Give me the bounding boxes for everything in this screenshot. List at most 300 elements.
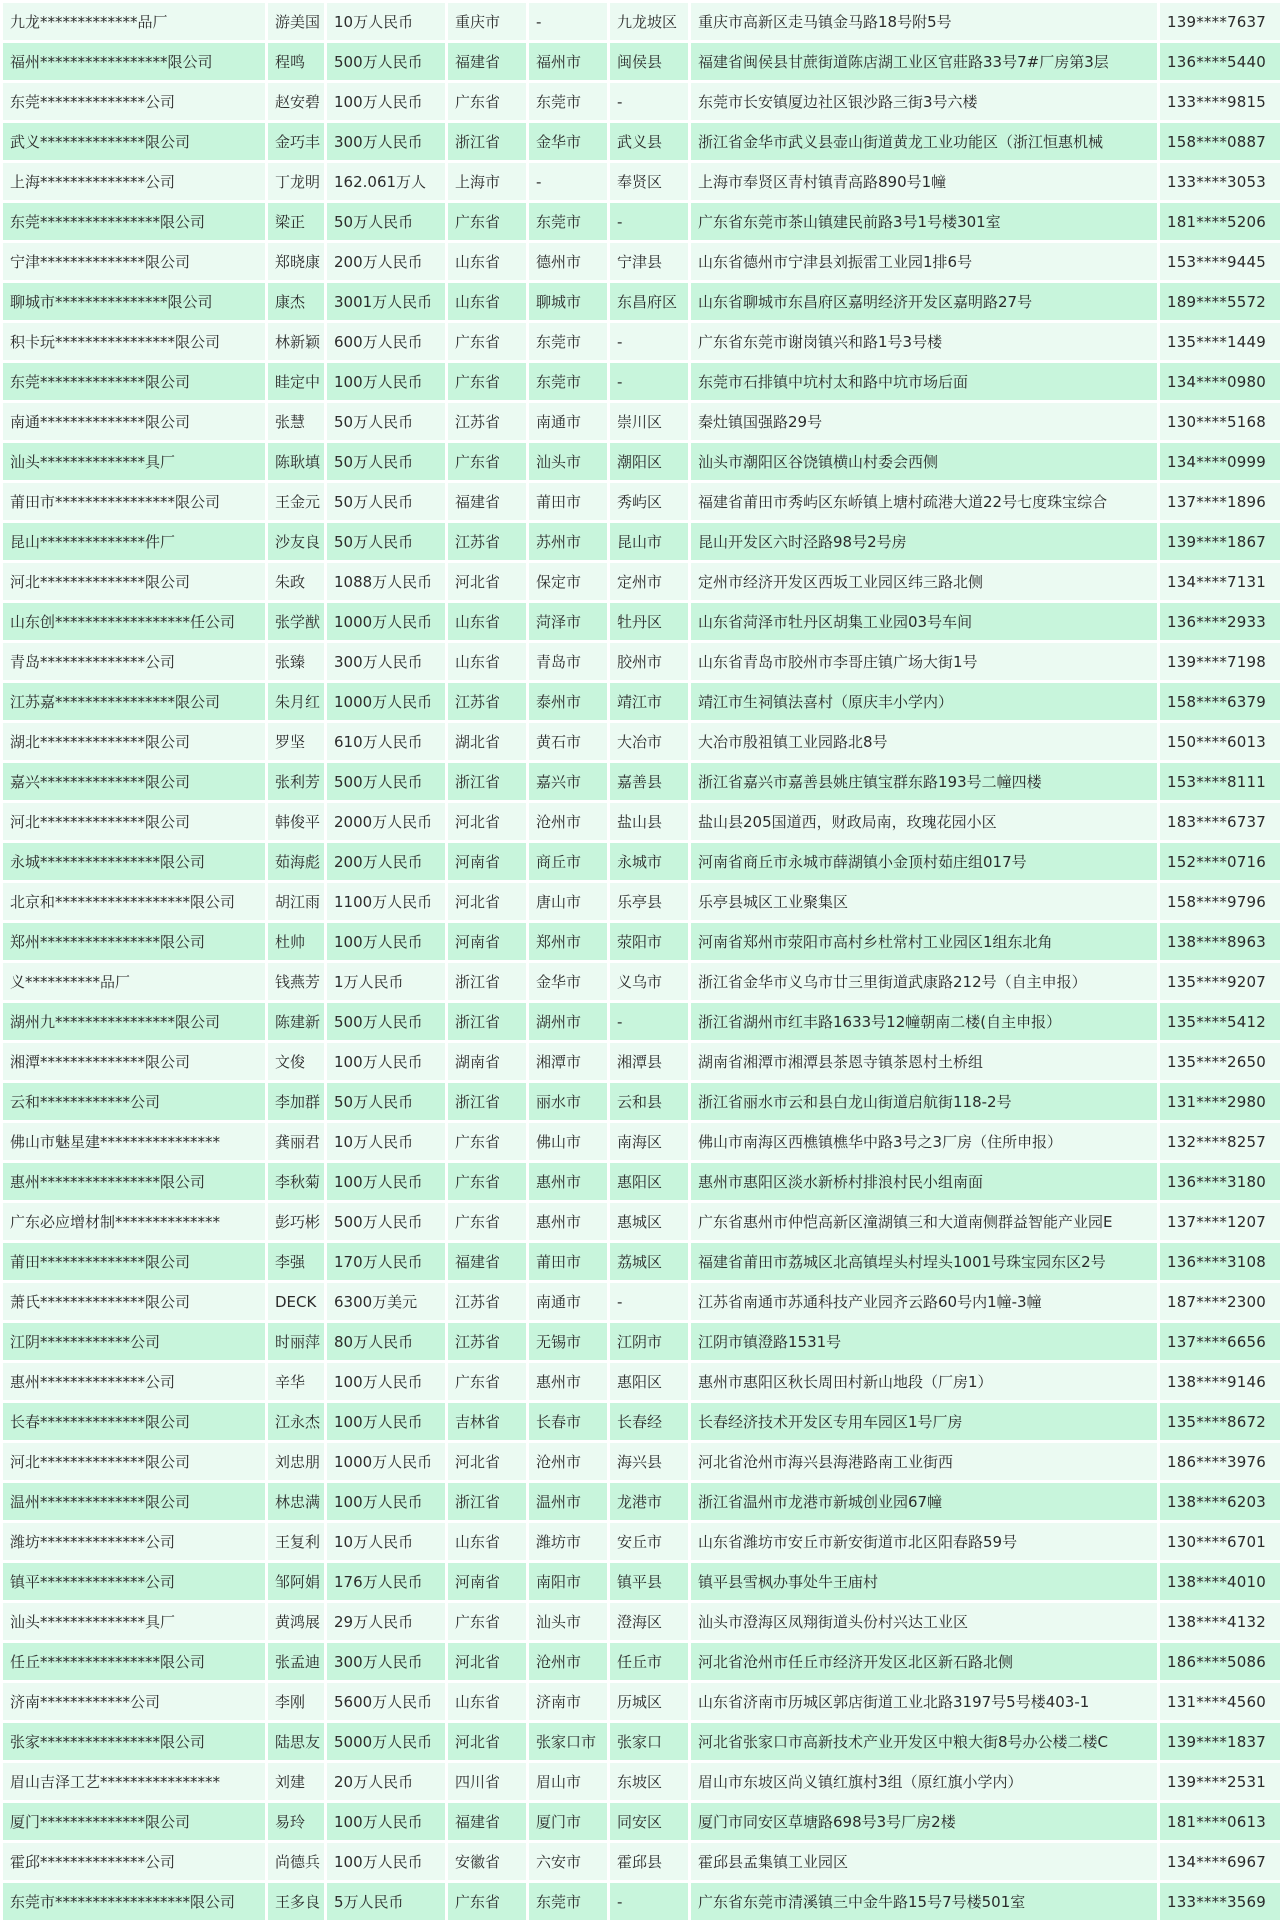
- table-row: [3, 1443, 1280, 1480]
- address-cell: 山东省潍坊市安丘市新安街道市北区阳春路59号: [691, 1523, 1157, 1560]
- phone-cell: 136****3180: [1160, 1163, 1280, 1200]
- registered-capital-cell: 1000万人民币: [327, 683, 445, 720]
- legal-person-cell: 邹阿娟: [268, 1563, 324, 1600]
- registered-capital-cell: 5600万人民币: [327, 1683, 445, 1720]
- district-cell: 荥阳市: [610, 923, 688, 960]
- registered-capital-cell: 600万人民币: [327, 323, 445, 360]
- legal-person-cell: 赵安碧: [268, 83, 324, 120]
- phone-cell: 131****4560: [1160, 1683, 1280, 1720]
- district-cell: 云和县: [610, 1083, 688, 1120]
- city-cell: 东莞市: [529, 83, 607, 120]
- city-cell: 惠州市: [529, 1163, 607, 1200]
- province-cell: 浙江省: [448, 1083, 526, 1120]
- table-row: [3, 1843, 1280, 1880]
- address-cell: 浙江省嘉兴市嘉善县姚庄镇宝群东路193号二幢四楼: [691, 763, 1157, 800]
- table-row: [3, 483, 1280, 520]
- phone-cell: 138****9146: [1160, 1363, 1280, 1400]
- province-cell: 广东省: [448, 323, 526, 360]
- table-row: [3, 1683, 1280, 1720]
- company-name-cell: 福州*****************限公司: [3, 43, 265, 80]
- city-cell: 长春市: [529, 1403, 607, 1440]
- province-cell: 湖北省: [448, 723, 526, 760]
- address-cell: 靖江市生祠镇法喜村（原庆丰小学内）: [691, 683, 1157, 720]
- company-name-cell: 河北**************限公司: [3, 1443, 265, 1480]
- city-cell: 南通市: [529, 403, 607, 440]
- address-cell: 汕头市潮阳区谷饶镇横山村委会西侧: [691, 443, 1157, 480]
- legal-person-cell: 陈建新: [268, 1003, 324, 1040]
- city-cell: 汕头市: [529, 443, 607, 480]
- table-row: [3, 723, 1280, 760]
- table-row: [3, 43, 1280, 80]
- address-cell: 湖南省湘潭市湘潭县茶恩寺镇茶恩村土桥组: [691, 1043, 1157, 1080]
- address-cell: 福建省闽侯县甘蔗街道陈店湖工业区官莊路33号7#厂房第3层: [691, 43, 1157, 80]
- table-row: [3, 363, 1280, 400]
- province-cell: 广东省: [448, 1883, 526, 1920]
- registered-capital-cell: 176万人民币: [327, 1563, 445, 1600]
- company-name-cell: 汕头**************具厂: [3, 1603, 265, 1640]
- district-cell: 永城市: [610, 843, 688, 880]
- province-cell: 山东省: [448, 283, 526, 320]
- registered-capital-cell: 100万人民币: [327, 1403, 445, 1440]
- province-cell: 河南省: [448, 1563, 526, 1600]
- district-cell: 龙港市: [610, 1483, 688, 1520]
- address-cell: 山东省菏泽市牡丹区胡集工业园03号车间: [691, 603, 1157, 640]
- phone-cell: 136****3108: [1160, 1243, 1280, 1280]
- phone-cell: 181****0613: [1160, 1803, 1280, 1840]
- district-cell: -: [610, 83, 688, 120]
- address-cell: 昆山开发区六时泾路98号2号房: [691, 523, 1157, 560]
- city-cell: 东莞市: [529, 203, 607, 240]
- company-name-cell: 青岛**************公司: [3, 643, 265, 680]
- company-name-cell: 上海**************公司: [3, 163, 265, 200]
- province-cell: 广东省: [448, 203, 526, 240]
- company-name-cell: 宁津**************限公司: [3, 243, 265, 280]
- city-cell: 南阳市: [529, 1563, 607, 1600]
- address-cell: 重庆市高新区走马镇金马路18号附5号: [691, 3, 1157, 40]
- phone-cell: 139****7637: [1160, 3, 1280, 40]
- company-name-cell: 南通**************限公司: [3, 403, 265, 440]
- table-row: [3, 1123, 1280, 1160]
- address-cell: 河北省沧州市任丘市经济开发区北区新石路北侧: [691, 1643, 1157, 1680]
- table-row: [3, 283, 1280, 320]
- table-row: [3, 643, 1280, 680]
- province-cell: 河北省: [448, 1443, 526, 1480]
- phone-cell: 187****2300: [1160, 1283, 1280, 1320]
- district-cell: 任丘市: [610, 1643, 688, 1680]
- district-cell: 宁津县: [610, 243, 688, 280]
- phone-cell: 137****1896: [1160, 483, 1280, 520]
- table-row: [3, 803, 1280, 840]
- address-cell: 盐山县205国道西，财政局南，玫瑰花园小区: [691, 803, 1157, 840]
- district-cell: 江阴市: [610, 1323, 688, 1360]
- table-row: [3, 1083, 1280, 1120]
- district-cell: 九龙坡区: [610, 3, 688, 40]
- phone-cell: 130****5168: [1160, 403, 1280, 440]
- phone-cell: 135****8672: [1160, 1403, 1280, 1440]
- address-cell: 镇平县雪枫办事处牛王庙村: [691, 1563, 1157, 1600]
- city-cell: 眉山市: [529, 1763, 607, 1800]
- district-cell: -: [610, 323, 688, 360]
- legal-person-cell: 时丽萍: [268, 1323, 324, 1360]
- city-cell: 沧州市: [529, 1443, 607, 1480]
- legal-person-cell: 游美国: [268, 3, 324, 40]
- registered-capital-cell: 100万人民币: [327, 363, 445, 400]
- registered-capital-cell: 50万人民币: [327, 443, 445, 480]
- registered-capital-cell: 50万人民币: [327, 1083, 445, 1120]
- company-name-cell: 温州**************限公司: [3, 1483, 265, 1520]
- district-cell: 南海区: [610, 1123, 688, 1160]
- registered-capital-cell: 162.061万人: [327, 163, 445, 200]
- registered-capital-cell: 50万人民币: [327, 403, 445, 440]
- legal-person-cell: 张慧: [268, 403, 324, 440]
- district-cell: 东坡区: [610, 1763, 688, 1800]
- city-cell: 沧州市: [529, 803, 607, 840]
- province-cell: 江苏省: [448, 403, 526, 440]
- province-cell: 广东省: [448, 1163, 526, 1200]
- phone-cell: 138****6203: [1160, 1483, 1280, 1520]
- city-cell: 莆田市: [529, 1243, 607, 1280]
- province-cell: 安徽省: [448, 1843, 526, 1880]
- company-name-cell: 眉山吉泽工艺****************: [3, 1763, 265, 1800]
- table-row: [3, 1163, 1280, 1200]
- company-name-cell: 聊城市***************限公司: [3, 283, 265, 320]
- city-cell: 沧州市: [529, 1643, 607, 1680]
- district-cell: 奉贤区: [610, 163, 688, 200]
- table-row: [3, 683, 1280, 720]
- company-name-cell: 江阴************公司: [3, 1323, 265, 1360]
- table-row: [3, 1643, 1280, 1680]
- district-cell: 盐山县: [610, 803, 688, 840]
- city-cell: 德州市: [529, 243, 607, 280]
- legal-person-cell: 李强: [268, 1243, 324, 1280]
- province-cell: 浙江省: [448, 1003, 526, 1040]
- legal-person-cell: 朱政: [268, 563, 324, 600]
- city-cell: 无锡市: [529, 1323, 607, 1360]
- registered-capital-cell: 200万人民币: [327, 243, 445, 280]
- table-row: [3, 163, 1280, 200]
- address-cell: 浙江省金华市义乌市廿三里街道武康路212号（自主申报）: [691, 963, 1157, 1000]
- legal-person-cell: 李加群: [268, 1083, 324, 1120]
- legal-person-cell: 康杰: [268, 283, 324, 320]
- district-cell: 历城区: [610, 1683, 688, 1720]
- city-cell: 张家口市: [529, 1723, 607, 1760]
- legal-person-cell: 朱月红: [268, 683, 324, 720]
- district-cell: 惠阳区: [610, 1163, 688, 1200]
- city-cell: 福州市: [529, 43, 607, 80]
- province-cell: 浙江省: [448, 1483, 526, 1520]
- table-row: [3, 1563, 1280, 1600]
- city-cell: 丽水市: [529, 1083, 607, 1120]
- address-cell: 眉山市东坡区尚义镇红旗村3组（原红旗小学内）: [691, 1763, 1157, 1800]
- table-row: [3, 243, 1280, 280]
- city-cell: 惠州市: [529, 1363, 607, 1400]
- city-cell: -: [529, 163, 607, 200]
- legal-person-cell: 李秋菊: [268, 1163, 324, 1200]
- table-row: [3, 3, 1280, 40]
- legal-person-cell: 王复利: [268, 1523, 324, 1560]
- legal-person-cell: 杜帅: [268, 923, 324, 960]
- phone-cell: 153****9445: [1160, 243, 1280, 280]
- province-cell: 河北省: [448, 803, 526, 840]
- table-row: [3, 1883, 1280, 1920]
- phone-cell: 186****5086: [1160, 1643, 1280, 1680]
- table-row: [3, 923, 1280, 960]
- legal-person-cell: 张利芳: [268, 763, 324, 800]
- company-name-cell: 东莞**************公司: [3, 83, 265, 120]
- company-name-cell: 昆山**************件厂: [3, 523, 265, 560]
- city-cell: 南通市: [529, 1283, 607, 1320]
- phone-cell: 133****3569: [1160, 1883, 1280, 1920]
- province-cell: 福建省: [448, 43, 526, 80]
- district-cell: 湘潭县: [610, 1043, 688, 1080]
- district-cell: 长春经: [610, 1403, 688, 1440]
- district-cell: 海兴县: [610, 1443, 688, 1480]
- address-cell: 佛山市南海区西樵镇樵华中路3号之3厂房（住所申报）: [691, 1123, 1157, 1160]
- province-cell: 上海市: [448, 163, 526, 200]
- district-cell: 崇川区: [610, 403, 688, 440]
- address-cell: 河南省郑州市荥阳市高村乡杜常村工业园区1组东北角: [691, 923, 1157, 960]
- table-row: [3, 323, 1280, 360]
- city-cell: 金华市: [529, 123, 607, 160]
- city-cell: 聊城市: [529, 283, 607, 320]
- table-row: [3, 1803, 1280, 1840]
- address-cell: 江苏省南通市苏通科技产业园齐云路60号内1幢-3幢: [691, 1283, 1157, 1320]
- company-name-cell: 山东创******************任公司: [3, 603, 265, 640]
- province-cell: 广东省: [448, 1123, 526, 1160]
- company-name-cell: 任丘****************限公司: [3, 1643, 265, 1680]
- company-name-cell: 积卡玩****************限公司: [3, 323, 265, 360]
- phone-cell: 134****0980: [1160, 363, 1280, 400]
- company-name-cell: 云和************公司: [3, 1083, 265, 1120]
- company-name-cell: 佛山市魅星建****************: [3, 1123, 265, 1160]
- address-cell: 上海市奉贤区青村镇青高路890号1幢: [691, 163, 1157, 200]
- table-row: [3, 603, 1280, 640]
- district-cell: 惠城区: [610, 1203, 688, 1240]
- province-cell: 河南省: [448, 923, 526, 960]
- registered-capital-cell: 100万人民币: [327, 1363, 445, 1400]
- city-cell: 青岛市: [529, 643, 607, 680]
- table-row: [3, 1003, 1280, 1040]
- legal-person-cell: 辛华: [268, 1363, 324, 1400]
- district-cell: 同安区: [610, 1803, 688, 1840]
- address-cell: 山东省聊城市东昌府区嘉明经济开发区嘉明路27号: [691, 283, 1157, 320]
- address-cell: 河北省沧州市海兴县海港路南工业街西: [691, 1443, 1157, 1480]
- company-name-cell: 潍坊**************公司: [3, 1523, 265, 1560]
- company-name-cell: 莆田市****************限公司: [3, 483, 265, 520]
- company-name-cell: 霍邱**************公司: [3, 1843, 265, 1880]
- legal-person-cell: 江永杰: [268, 1403, 324, 1440]
- phone-cell: 135****1449: [1160, 323, 1280, 360]
- company-name-cell: 长春**************限公司: [3, 1403, 265, 1440]
- address-cell: 山东省济南市历城区郭店街道工业北路3197号5号楼403-1: [691, 1683, 1157, 1720]
- address-cell: 东莞市石排镇中坑村太和路中坑市场后面: [691, 363, 1157, 400]
- table-row: [3, 1483, 1280, 1520]
- district-cell: 惠阳区: [610, 1363, 688, 1400]
- table-row: [3, 443, 1280, 480]
- registered-capital-cell: 2000万人民币: [327, 803, 445, 840]
- legal-person-cell: 刘建: [268, 1763, 324, 1800]
- city-cell: 唐山市: [529, 883, 607, 920]
- district-cell: 镇平县: [610, 1563, 688, 1600]
- phone-cell: 137****1207: [1160, 1203, 1280, 1240]
- address-cell: 东莞市长安镇厦边社区银沙路三街3号六楼: [691, 83, 1157, 120]
- address-cell: 广东省东莞市清溪镇三中金牛路15号7号楼501室: [691, 1883, 1157, 1920]
- city-cell: 济南市: [529, 1683, 607, 1720]
- city-cell: 六安市: [529, 1843, 607, 1880]
- company-name-cell: 湖北**************限公司: [3, 723, 265, 760]
- company-name-cell: 嘉兴**************限公司: [3, 763, 265, 800]
- phone-cell: 158****6379: [1160, 683, 1280, 720]
- table-row: [3, 1723, 1280, 1760]
- phone-cell: 138****4010: [1160, 1563, 1280, 1600]
- address-cell: 乐亭县城区工业聚集区: [691, 883, 1157, 920]
- registered-capital-cell: 100万人民币: [327, 1043, 445, 1080]
- company-name-cell: 镇平**************公司: [3, 1563, 265, 1600]
- registered-capital-cell: 300万人民币: [327, 643, 445, 680]
- address-cell: 定州市经济开发区西坂工业园区纬三路北侧: [691, 563, 1157, 600]
- legal-person-cell: 王金元: [268, 483, 324, 520]
- phone-cell: 138****8963: [1160, 923, 1280, 960]
- company-name-cell: 永城****************限公司: [3, 843, 265, 880]
- address-cell: 广东省东莞市茶山镇建民前路3号1号楼301室: [691, 203, 1157, 240]
- registered-capital-cell: 300万人民币: [327, 1643, 445, 1680]
- legal-person-cell: 李刚: [268, 1683, 324, 1720]
- company-name-cell: 惠州**************公司: [3, 1363, 265, 1400]
- phone-cell: 189****5572: [1160, 283, 1280, 320]
- registered-capital-cell: 100万人民币: [327, 1843, 445, 1880]
- province-cell: 河南省: [448, 843, 526, 880]
- province-cell: 江苏省: [448, 1283, 526, 1320]
- phone-cell: 186****3976: [1160, 1443, 1280, 1480]
- registered-capital-cell: 500万人民币: [327, 43, 445, 80]
- city-cell: 泰州市: [529, 683, 607, 720]
- legal-person-cell: 王多良: [268, 1883, 324, 1920]
- legal-person-cell: DECK: [268, 1283, 324, 1320]
- company-name-cell: 东莞**************限公司: [3, 363, 265, 400]
- province-cell: 广东省: [448, 1363, 526, 1400]
- legal-person-cell: 龚丽君: [268, 1123, 324, 1160]
- registered-capital-cell: 100万人民币: [327, 1483, 445, 1520]
- phone-cell: 134****0999: [1160, 443, 1280, 480]
- phone-cell: 135****9207: [1160, 963, 1280, 1000]
- registered-capital-cell: 5000万人民币: [327, 1723, 445, 1760]
- legal-person-cell: 张学猷: [268, 603, 324, 640]
- district-cell: -: [610, 363, 688, 400]
- city-cell: 惠州市: [529, 1203, 607, 1240]
- phone-cell: 136****2933: [1160, 603, 1280, 640]
- province-cell: 重庆市: [448, 3, 526, 40]
- address-cell: 河南省商丘市永城市薛湖镇小金顶村茹庄组017号: [691, 843, 1157, 880]
- address-cell: 汕头市澄海区凤翔街道头份村兴达工业区: [691, 1603, 1157, 1640]
- province-cell: 广东省: [448, 1603, 526, 1640]
- company-name-cell: 武义**************限公司: [3, 123, 265, 160]
- phone-cell: 130****6701: [1160, 1523, 1280, 1560]
- registered-capital-cell: 50万人民币: [327, 523, 445, 560]
- district-cell: -: [610, 1003, 688, 1040]
- address-cell: 山东省青岛市胶州市李哥庄镇广场大街1号: [691, 643, 1157, 680]
- address-cell: 广东省东莞市谢岗镇兴和路1号3号楼: [691, 323, 1157, 360]
- district-cell: 荔城区: [610, 1243, 688, 1280]
- address-cell: 长春经济技术开发区专用车园区1号厂房: [691, 1403, 1157, 1440]
- table-body: [3, 3, 1280, 1920]
- phone-cell: 139****7198: [1160, 643, 1280, 680]
- company-name-cell: 九龙*************品厂: [3, 3, 265, 40]
- company-name-cell: 北京和******************限公司: [3, 883, 265, 920]
- legal-person-cell: 金巧丰: [268, 123, 324, 160]
- registered-capital-cell: 300万人民币: [327, 123, 445, 160]
- city-cell: 商丘市: [529, 843, 607, 880]
- address-cell: 惠州市惠阳区秋长周田村新山地段（厂房1）: [691, 1363, 1157, 1400]
- province-cell: 河北省: [448, 1643, 526, 1680]
- city-cell: 保定市: [529, 563, 607, 600]
- legal-person-cell: 丁龙明: [268, 163, 324, 200]
- district-cell: 秀屿区: [610, 483, 688, 520]
- district-cell: 张家口: [610, 1723, 688, 1760]
- address-cell: 山东省德州市宁津县刘振雷工业园1排6号: [691, 243, 1157, 280]
- city-cell: 汕头市: [529, 1603, 607, 1640]
- province-cell: 河北省: [448, 883, 526, 920]
- table-row: [3, 1323, 1280, 1360]
- city-cell: 莆田市: [529, 483, 607, 520]
- phone-cell: 152****0716: [1160, 843, 1280, 880]
- district-cell: 澄海区: [610, 1603, 688, 1640]
- district-cell: 闽侯县: [610, 43, 688, 80]
- province-cell: 山东省: [448, 1523, 526, 1560]
- city-cell: 潍坊市: [529, 1523, 607, 1560]
- company-name-cell: 义**********品厂: [3, 963, 265, 1000]
- district-cell: -: [610, 1283, 688, 1320]
- registered-capital-cell: 80万人民币: [327, 1323, 445, 1360]
- table-row: [3, 1283, 1280, 1320]
- province-cell: 四川省: [448, 1763, 526, 1800]
- registered-capital-cell: 50万人民币: [327, 483, 445, 520]
- address-cell: 霍邱县孟集镇工业园区: [691, 1843, 1157, 1880]
- address-cell: 浙江省丽水市云和县白龙山街道启航街118-2号: [691, 1083, 1157, 1120]
- table-row: [3, 763, 1280, 800]
- phone-cell: 139****1837: [1160, 1723, 1280, 1760]
- phone-cell: 158****9796: [1160, 883, 1280, 920]
- registered-capital-cell: 100万人民币: [327, 1163, 445, 1200]
- registered-capital-cell: 29万人民币: [327, 1603, 445, 1640]
- legal-person-cell: 梁正: [268, 203, 324, 240]
- table-row: [3, 1043, 1280, 1080]
- table-row: [3, 523, 1280, 560]
- district-cell: 靖江市: [610, 683, 688, 720]
- province-cell: 吉林省: [448, 1403, 526, 1440]
- table-row: [3, 883, 1280, 920]
- province-cell: 广东省: [448, 443, 526, 480]
- company-name-cell: 东莞市******************限公司: [3, 1883, 265, 1920]
- province-cell: 浙江省: [448, 123, 526, 160]
- registered-capital-cell: 200万人民币: [327, 843, 445, 880]
- phone-cell: 158****0887: [1160, 123, 1280, 160]
- phone-cell: 150****6013: [1160, 723, 1280, 760]
- registered-capital-cell: 610万人民币: [327, 723, 445, 760]
- city-cell: 湖州市: [529, 1003, 607, 1040]
- table-row: [3, 403, 1280, 440]
- province-cell: 河北省: [448, 563, 526, 600]
- company-name-cell: 广东必应增材制**************: [3, 1203, 265, 1240]
- district-cell: 义乌市: [610, 963, 688, 1000]
- province-cell: 福建省: [448, 1803, 526, 1840]
- company-name-cell: 汕头**************具厂: [3, 443, 265, 480]
- table-row: [3, 203, 1280, 240]
- legal-person-cell: 林新颖: [268, 323, 324, 360]
- phone-cell: 181****5206: [1160, 203, 1280, 240]
- city-cell: 东莞市: [529, 363, 607, 400]
- table-row: [3, 563, 1280, 600]
- province-cell: 山东省: [448, 603, 526, 640]
